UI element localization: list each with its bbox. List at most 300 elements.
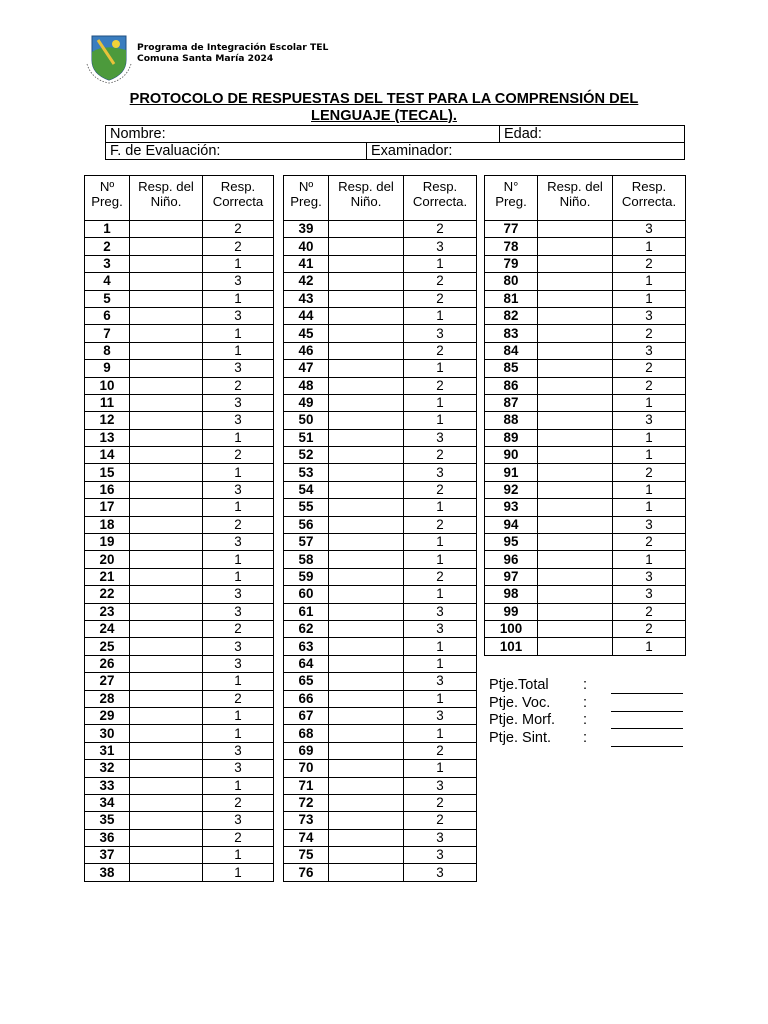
table-row — [85, 273, 274, 290]
question-number: 77 — [485, 221, 538, 238]
score-row — [489, 730, 689, 748]
correct-answer: 3 — [613, 412, 686, 429]
child-answer-cell[interactable] — [130, 534, 203, 551]
correct-answer: 1 — [203, 499, 274, 516]
table-row — [485, 568, 686, 585]
child-answer-cell[interactable] — [130, 586, 203, 603]
table-row — [485, 586, 686, 603]
child-answer-cell[interactable] — [329, 273, 404, 290]
child-answer-cell[interactable] — [329, 568, 404, 585]
table-row — [485, 620, 686, 637]
child-answer-cell[interactable] — [329, 864, 404, 881]
child-answer-cell[interactable] — [538, 499, 613, 516]
child-answer-cell[interactable] — [538, 412, 613, 429]
question-number: 63 — [284, 638, 329, 655]
table-row — [85, 638, 274, 655]
score-label: Ptje.Total — [489, 677, 549, 693]
child-answer-cell[interactable] — [130, 603, 203, 620]
nombre-field[interactable]: Nombre: — [106, 126, 500, 143]
table-row — [284, 273, 477, 290]
table-row — [85, 673, 274, 690]
child-answer-cell[interactable] — [130, 255, 203, 272]
question-number: 40 — [284, 238, 329, 255]
child-answer-cell[interactable] — [130, 307, 203, 324]
correct-answer: 2 — [613, 325, 686, 342]
correct-answer: 2 — [203, 829, 274, 846]
child-answer-cell[interactable] — [329, 429, 404, 446]
child-answer-cell[interactable] — [329, 516, 404, 533]
child-answer-cell[interactable] — [538, 481, 613, 498]
correct-answer: 2 — [203, 377, 274, 394]
correct-answer: 3 — [404, 325, 477, 342]
score-row — [489, 695, 689, 713]
child-answer-cell[interactable] — [329, 847, 404, 864]
child-answer-cell[interactable] — [329, 290, 404, 307]
document-header — [84, 30, 404, 86]
question-number: 24 — [85, 620, 130, 637]
question-number: 62 — [284, 620, 329, 637]
table-row — [85, 325, 274, 342]
question-number: 74 — [284, 829, 329, 846]
table-row — [284, 534, 477, 551]
fecha-evaluacion-field[interactable]: F. de Evaluación: — [106, 143, 367, 160]
table-row — [85, 481, 274, 498]
child-answer-cell[interactable] — [329, 760, 404, 777]
child-answer-cell[interactable] — [130, 464, 203, 481]
correct-answer: 1 — [613, 499, 686, 516]
score-colon: : — [583, 729, 588, 746]
child-answer-cell[interactable] — [130, 620, 203, 637]
correct-answer: 3 — [203, 812, 274, 829]
child-answer-cell[interactable] — [538, 325, 613, 342]
question-number: 21 — [85, 568, 130, 585]
correct-answer: 1 — [613, 551, 686, 568]
question-number: 60 — [284, 586, 329, 603]
table-row — [284, 586, 477, 603]
table-row — [85, 829, 274, 846]
correct-answer: 3 — [203, 638, 274, 655]
child-answer-cell[interactable] — [538, 342, 613, 359]
correct-answer: 2 — [613, 464, 686, 481]
child-answer-cell[interactable] — [329, 499, 404, 516]
table-row — [85, 255, 274, 272]
child-answer-cell[interactable] — [329, 777, 404, 794]
table-row — [85, 620, 274, 637]
child-answer-cell[interactable] — [130, 499, 203, 516]
table-row — [284, 707, 477, 724]
table-header-row — [85, 176, 274, 221]
question-number: 53 — [284, 464, 329, 481]
correct-answer: 1 — [203, 568, 274, 585]
child-answer-cell[interactable] — [130, 864, 203, 881]
table-row — [85, 516, 274, 533]
table-row — [85, 760, 274, 777]
child-answer-cell[interactable] — [329, 534, 404, 551]
table-row — [284, 638, 477, 655]
child-answer-cell[interactable] — [130, 447, 203, 464]
table-row — [284, 742, 477, 759]
child-answer-cell[interactable] — [130, 673, 203, 690]
correct-answer: 3 — [404, 603, 477, 620]
child-answer-cell[interactable] — [538, 273, 613, 290]
table-row — [85, 603, 274, 620]
child-answer-cell[interactable] — [130, 638, 203, 655]
table-row — [284, 360, 477, 377]
question-number: 28 — [85, 690, 130, 707]
correct-answer: 2 — [613, 255, 686, 272]
child-answer-cell[interactable] — [538, 464, 613, 481]
child-answer-cell[interactable] — [130, 725, 203, 742]
child-answer-cell[interactable] — [130, 568, 203, 585]
child-answer-cell[interactable] — [329, 794, 404, 811]
correct-answer: 1 — [203, 707, 274, 724]
child-answer-cell[interactable] — [329, 342, 404, 359]
question-number: 46 — [284, 342, 329, 359]
correct-answer: 2 — [404, 516, 477, 533]
edad-field[interactable]: Edad: — [500, 126, 685, 143]
question-number: 100 — [485, 620, 538, 637]
child-answer-cell[interactable] — [329, 221, 404, 238]
correct-answer: 3 — [404, 464, 477, 481]
question-number: 80 — [485, 273, 538, 290]
question-number: 93 — [485, 499, 538, 516]
table-row — [85, 221, 274, 238]
correct-answer: 1 — [203, 290, 274, 307]
question-number: 7 — [85, 325, 130, 342]
question-number: 96 — [485, 551, 538, 568]
question-number: 9 — [85, 360, 130, 377]
correct-answer: 2 — [404, 794, 477, 811]
table-row — [85, 360, 274, 377]
correct-answer: 1 — [404, 534, 477, 551]
score-label: Ptje. Sint. — [489, 729, 552, 746]
child-answer-cell[interactable] — [538, 255, 613, 272]
child-answer-cell[interactable] — [130, 481, 203, 498]
table-row — [284, 447, 477, 464]
child-answer-cell[interactable] — [538, 603, 613, 620]
child-answer-cell[interactable] — [130, 516, 203, 533]
question-number: 72 — [284, 794, 329, 811]
header-respuesta-correcta: Resp. Correcta. — [613, 176, 686, 221]
child-answer-cell[interactable] — [538, 534, 613, 551]
child-answer-cell[interactable] — [130, 342, 203, 359]
child-answer-cell[interactable] — [538, 360, 613, 377]
correct-answer: 3 — [613, 221, 686, 238]
examinador-field[interactable]: Examinador: — [367, 143, 685, 160]
question-number: 30 — [85, 725, 130, 742]
correct-answer: 2 — [404, 812, 477, 829]
question-number: 33 — [85, 777, 130, 794]
correct-answer: 3 — [203, 307, 274, 324]
child-answer-cell[interactable] — [538, 238, 613, 255]
question-number: 29 — [85, 707, 130, 724]
child-answer-cell[interactable] — [130, 394, 203, 411]
score-label: Ptje. Voc. — [489, 694, 551, 711]
correct-answer: 1 — [203, 673, 274, 690]
question-number: 88 — [485, 412, 538, 429]
correct-answer: 1 — [203, 255, 274, 272]
correct-answer: 3 — [203, 273, 274, 290]
correct-answer: 1 — [404, 725, 477, 742]
header-respuesta-nino: Resp. del Niño. — [130, 176, 203, 221]
table-row — [85, 568, 274, 585]
child-answer-cell[interactable] — [329, 586, 404, 603]
correct-answer: 1 — [404, 255, 477, 272]
child-answer-cell[interactable] — [329, 638, 404, 655]
child-answer-cell[interactable] — [329, 673, 404, 690]
child-answer-cell[interactable] — [329, 481, 404, 498]
child-answer-cell[interactable] — [130, 655, 203, 672]
child-answer-cell[interactable] — [130, 412, 203, 429]
table-row — [284, 760, 477, 777]
question-number: 57 — [284, 534, 329, 551]
question-number: 61 — [284, 603, 329, 620]
question-number: 6 — [85, 307, 130, 324]
header-numero: N° Preg. — [485, 176, 538, 221]
child-answer-cell[interactable] — [538, 377, 613, 394]
table-header-row — [284, 176, 477, 221]
correct-answer: 2 — [613, 620, 686, 637]
correct-answer: 2 — [613, 360, 686, 377]
correct-answer: 2 — [613, 377, 686, 394]
table-row — [485, 499, 686, 516]
question-number: 42 — [284, 273, 329, 290]
table-row — [85, 777, 274, 794]
child-answer-cell[interactable] — [130, 829, 203, 846]
child-answer-cell[interactable] — [130, 360, 203, 377]
table-row — [284, 481, 477, 498]
correct-answer: 3 — [613, 342, 686, 359]
correct-answer: 2 — [404, 481, 477, 498]
correct-answer: 2 — [203, 516, 274, 533]
question-number: 97 — [485, 568, 538, 585]
child-answer-cell[interactable] — [538, 620, 613, 637]
question-number: 79 — [485, 255, 538, 272]
correct-answer: 3 — [404, 429, 477, 446]
child-answer-cell[interactable] — [329, 725, 404, 742]
question-number: 52 — [284, 447, 329, 464]
child-answer-cell[interactable] — [130, 325, 203, 342]
child-answer-cell[interactable] — [130, 777, 203, 794]
table-row — [485, 603, 686, 620]
header-numero: Nº Preg. — [284, 176, 329, 221]
child-answer-cell[interactable] — [130, 429, 203, 446]
table-row — [284, 221, 477, 238]
child-answer-cell[interactable] — [329, 464, 404, 481]
child-answer-cell[interactable] — [329, 551, 404, 568]
child-answer-cell[interactable] — [130, 377, 203, 394]
correct-answer: 1 — [613, 638, 686, 655]
table-row — [284, 325, 477, 342]
question-number: 51 — [284, 429, 329, 446]
child-answer-cell[interactable] — [538, 516, 613, 533]
child-answer-cell[interactable] — [130, 707, 203, 724]
correct-answer: 2 — [203, 221, 274, 238]
correct-answer: 2 — [404, 447, 477, 464]
correct-answer: 1 — [613, 447, 686, 464]
table-row — [85, 794, 274, 811]
table-row — [85, 655, 274, 672]
correct-answer: 3 — [203, 586, 274, 603]
table-row — [485, 481, 686, 498]
child-answer-cell[interactable] — [329, 655, 404, 672]
question-number: 94 — [485, 516, 538, 533]
child-answer-cell[interactable] — [538, 307, 613, 324]
child-answer-cell[interactable] — [130, 742, 203, 759]
correct-answer: 3 — [203, 760, 274, 777]
question-number: 43 — [284, 290, 329, 307]
child-answer-cell[interactable] — [329, 620, 404, 637]
question-number: 65 — [284, 673, 329, 690]
child-answer-cell[interactable] — [329, 447, 404, 464]
correct-answer: 2 — [404, 568, 477, 585]
org-line-1: Programa de Integración Escolar TEL — [137, 42, 329, 53]
score-colon: : — [583, 677, 588, 693]
correct-answer: 1 — [613, 273, 686, 290]
question-number: 54 — [284, 481, 329, 498]
question-number: 82 — [485, 307, 538, 324]
table-row — [485, 394, 686, 411]
child-answer-cell[interactable] — [329, 377, 404, 394]
question-number: 35 — [85, 812, 130, 829]
question-number: 1 — [85, 221, 130, 238]
question-number: 41 — [284, 255, 329, 272]
correct-answer: 1 — [404, 690, 477, 707]
question-number: 4 — [85, 273, 130, 290]
correct-answer: 2 — [203, 690, 274, 707]
correct-answer: 2 — [203, 620, 274, 637]
table-row — [85, 412, 274, 429]
header-respuesta-nino: Resp. del Niño. — [538, 176, 613, 221]
child-answer-cell[interactable] — [130, 551, 203, 568]
table-row — [485, 516, 686, 533]
child-answer-cell[interactable] — [329, 690, 404, 707]
correct-answer: 3 — [203, 655, 274, 672]
child-answer-cell[interactable] — [538, 447, 613, 464]
question-number: 20 — [85, 551, 130, 568]
question-number: 22 — [85, 586, 130, 603]
page-title — [84, 91, 684, 125]
table-row — [85, 307, 274, 324]
child-answer-cell[interactable] — [329, 394, 404, 411]
table-row — [284, 238, 477, 255]
correct-answer: 1 — [404, 394, 477, 411]
table-row — [284, 516, 477, 533]
table-row — [284, 377, 477, 394]
table-row — [485, 447, 686, 464]
correct-answer: 2 — [404, 273, 477, 290]
score-blank-line[interactable] — [611, 746, 683, 747]
correct-answer: 1 — [203, 551, 274, 568]
question-number: 34 — [85, 794, 130, 811]
table-row — [485, 534, 686, 551]
child-answer-cell[interactable] — [130, 812, 203, 829]
child-answer-cell[interactable] — [538, 551, 613, 568]
child-answer-cell[interactable] — [329, 829, 404, 846]
child-answer-cell[interactable] — [130, 290, 203, 307]
correct-answer: 2 — [613, 603, 686, 620]
child-answer-cell[interactable] — [538, 394, 613, 411]
table-row — [485, 638, 686, 655]
child-answer-cell[interactable] — [538, 568, 613, 585]
question-number: 73 — [284, 812, 329, 829]
table-row — [85, 586, 274, 603]
table-row — [485, 325, 686, 342]
child-answer-cell[interactable] — [130, 221, 203, 238]
table-row — [284, 690, 477, 707]
child-answer-cell[interactable] — [329, 238, 404, 255]
table-row — [485, 307, 686, 324]
child-answer-cell[interactable] — [538, 638, 613, 655]
child-answer-cell[interactable] — [130, 794, 203, 811]
child-answer-cell[interactable] — [329, 255, 404, 272]
table-row — [485, 238, 686, 255]
correct-answer: 1 — [404, 307, 477, 324]
child-answer-cell[interactable] — [538, 221, 613, 238]
table-row — [85, 707, 274, 724]
child-answer-cell[interactable] — [130, 760, 203, 777]
table-row — [85, 377, 274, 394]
table-row — [485, 290, 686, 307]
child-answer-cell[interactable] — [130, 273, 203, 290]
child-answer-cell[interactable] — [329, 412, 404, 429]
child-answer-cell[interactable] — [130, 847, 203, 864]
question-number: 98 — [485, 586, 538, 603]
correct-answer: 3 — [203, 603, 274, 620]
correct-answer: 3 — [404, 238, 477, 255]
child-answer-cell[interactable] — [538, 586, 613, 603]
question-number: 18 — [85, 516, 130, 533]
question-number: 27 — [85, 673, 130, 690]
question-number: 59 — [284, 568, 329, 585]
question-number: 95 — [485, 534, 538, 551]
question-number: 45 — [284, 325, 329, 342]
child-answer-cell[interactable] — [538, 290, 613, 307]
table-row — [85, 447, 274, 464]
child-answer-cell[interactable] — [329, 812, 404, 829]
table-row — [284, 603, 477, 620]
table-row — [284, 794, 477, 811]
child-answer-cell[interactable] — [329, 742, 404, 759]
table-row — [85, 725, 274, 742]
child-answer-cell[interactable] — [130, 238, 203, 255]
header-numero: Nº Preg. — [85, 176, 130, 221]
correct-answer: 2 — [404, 377, 477, 394]
question-number: 81 — [485, 290, 538, 307]
child-answer-cell[interactable] — [329, 603, 404, 620]
child-answer-cell[interactable] — [329, 360, 404, 377]
child-answer-cell[interactable] — [538, 429, 613, 446]
question-number: 91 — [485, 464, 538, 481]
table-row — [85, 499, 274, 516]
table-row — [284, 847, 477, 864]
child-answer-cell[interactable] — [329, 325, 404, 342]
table-row — [284, 725, 477, 742]
score-row — [489, 677, 689, 695]
child-answer-cell[interactable] — [329, 707, 404, 724]
question-number: 66 — [284, 690, 329, 707]
question-number: 70 — [284, 760, 329, 777]
question-number: 31 — [85, 742, 130, 759]
question-number: 5 — [85, 290, 130, 307]
table-row — [85, 812, 274, 829]
title-line-2: LENGUAJE (TECAL). — [311, 108, 457, 124]
child-answer-cell[interactable] — [329, 307, 404, 324]
child-answer-cell[interactable] — [130, 690, 203, 707]
student-info-table — [105, 125, 685, 160]
question-number: 69 — [284, 742, 329, 759]
correct-answer: 1 — [613, 481, 686, 498]
